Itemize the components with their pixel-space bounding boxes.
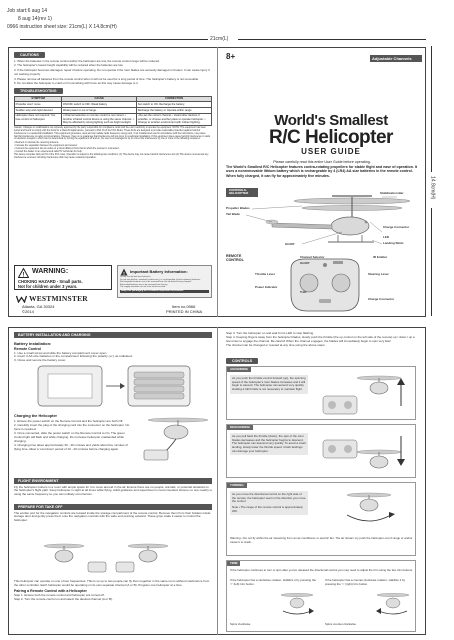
pairing-heli-b [139, 550, 157, 562]
charging-step: 2. Carefully insert the plug of the charging cord into the connector on the helicopter. No force is required. [14, 423, 130, 431]
caution-item: 2. The helicopter's lowest height capability will be reduced when the batteries are low. [14, 63, 124, 68]
table-row [15, 113, 212, 125]
svg-text:!: ! [22, 272, 25, 278]
prepare-section [14, 504, 212, 523]
product-title-block [256, 113, 406, 157]
battery-info-line: The supply terminals are not to be short-circuited. [120, 286, 166, 289]
battery-cover-illustration [48, 374, 92, 398]
pairing-step: Step 2. Turn the remote control on and select the desired channel (A or B). [14, 597, 113, 602]
label-onoff: On/Off [285, 242, 295, 246]
ascending-illustration [317, 372, 413, 418]
turning-warning: Warning • Do not fly within the air streaming from an air conditioner or electric fan. The air stream my push the helicopter out of range or and/or cause it to crash. [230, 536, 413, 544]
caution-item: 3. If the helicopter becomes damaged, repair it before operating. Do not operate if the rotor blades are seriously damaged or broken. It can cause injury if not working properly. [14, 68, 210, 76]
label-steering-lever: Steering Lever [368, 272, 389, 276]
table-cell: Weak power or out of range. [62, 107, 137, 113]
battery-compartment-diagram [34, 362, 194, 410]
prepare-text-1: The emitter port for the navigation controls are located inside the storage compartment of the remote control. Remove them from their holders inside storage door and gently press them onto the navigation controls with the wide end pointing outward. These grips make it easier to control the helicopter. [14, 510, 211, 523]
printed-in-china: PRINTED IN CHINA [166, 309, 203, 314]
brand-logo [16, 294, 88, 303]
pairing-step-4: Step 4. Keeping fingers away from the helicopter blades, slowly push the throttle (the up control on the left side of the remote) up / down / up a few times to engage the channel. Be careful! When the channel engages, the blades will immediately begin to spin very fast! [226, 335, 415, 343]
descending-illustration [317, 430, 413, 476]
charging-diagram [138, 414, 212, 462]
charging-steps [14, 420, 134, 452]
age-badge: 8+ [226, 52, 236, 61]
pairing-steps [14, 594, 212, 602]
channel-reset-note: The channel can be changed or reseted at any time using the above steps. [226, 343, 326, 348]
descending-text: As you pull back the throttle (down), the spin of the rotor blades decreases and the helicopter begins to descend. The helicopter can descend very quickly. To avoid a crash landing, slowly lower the throttle speed. Crash landings can damage your helicopter. [230, 433, 308, 455]
front-left-panel [14, 52, 212, 161]
trim-text: If the helicopter continues to turn or spin after you've released the directional control you may need to adjust the trim using the two trim buttons. [230, 568, 413, 572]
revision-line: 8 aug 14(rev 1) [18, 16, 52, 22]
remote-control-diagram [285, 255, 365, 315]
label-tail-blade: Tail Blade [226, 212, 240, 216]
charging-heading: Charging the Helicopter [14, 414, 58, 418]
warning-title: WARNING: [32, 268, 69, 276]
turning-heli [360, 499, 378, 511]
controls-heading: CONTROLS [226, 358, 258, 364]
table-cell: • Channel selection on remote control is not correct. • Another infrared control device is using the same channel. • May be affected by strong lighting such as bright sunlight. [62, 113, 137, 125]
choking-warning-box [14, 265, 112, 290]
table-cell: Set switch to ON. Recharge the battery. [137, 102, 212, 108]
height-dimension-label: 14.8cm(H) [429, 176, 436, 200]
steering-stick [332, 274, 350, 292]
trim-buttons [319, 299, 331, 303]
pairing-remote-b [116, 562, 134, 572]
intro-paragraph: The World's Smallest R/C Helicopter features contra-rotating propellers for stable flight and ease of operation. It uses a nonremovable lithium battery which is rechargeable by 4 (LR4) AA size batteries in the remote control. When fully charged, it can fly for approximately five minutes. [226, 165, 418, 178]
rc-step: 3. Close and secure the battery cover. [14, 358, 67, 363]
back-right-panel [226, 332, 420, 349]
label-charge-connector-remote: Charge Connector [368, 297, 395, 301]
prepare-heading: PREPARE FOR TAKE OFF [14, 504, 212, 510]
user-guide-label: USER GUIDE [301, 146, 361, 156]
warning-line-1: CHOKING HAZARD - Small parts. [18, 278, 83, 284]
power-indicator-led [323, 263, 327, 267]
turning-note: Note • The range of the remote control is approximately 20ft. [232, 504, 303, 513]
label-led: LED [383, 235, 389, 239]
title-line-1: World's Smallest [274, 112, 388, 129]
charging-step: 4. Charging time takes approximately 30 - 40 minutes and yields about five minutes of flying time. Allow a 'cool down' period of 10 - 20 minutes before charging again. [14, 443, 128, 451]
charging-step: 1. Ensure the power switch on the Remote Control and the helicopter are both Off. [14, 418, 124, 423]
battery-info-line: Do not mix alkaline, standard (carbon-zinc), or rechargeable (nickel-cadmium) batteries. [120, 278, 201, 281]
trim-heading: TRIM [227, 561, 240, 566]
fcc-measure: • Increase the separation between the equipment and receiver. [14, 145, 78, 148]
trim-left-instruction: If the helicopter has a clockwise rotation, stabilize it by pressing the '<' (left) trim button. [230, 578, 316, 586]
trim-left-illustration [277, 591, 317, 617]
column-header: CORRECTION [137, 96, 212, 102]
front-fold-line [217, 47, 218, 317]
charging-section [14, 414, 134, 453]
fcc-measure: • Connect the equipment into an outlet on a circuit different from that to which the receiver is connected. [14, 147, 120, 150]
copyright: ©2014 [22, 309, 34, 314]
adjustable-channels-banner: Adjustable Channels [370, 55, 422, 62]
table-cell: Recharge the battery or Operate within range. [137, 107, 212, 113]
battery-warning-icon [120, 268, 128, 276]
height-dimension-line-top [431, 46, 432, 172]
table-cell: • Re-set the correct channel. • Avoid other devices if possible, or choose another place to operate helicopter. • Change to another environment with indirect lighting. [137, 113, 212, 125]
brand-address: Atlanta, GA 30324 [22, 304, 55, 309]
column-header: CAUSE [62, 96, 137, 102]
label-throttle-lever: Throttle Lever [255, 272, 276, 276]
prepare-text-2: This helicopter can operate on one of two frequencies. This is so up to two people can fly them together in the same room without interference from the other controller. Each helicopter would be operating on its own separate channel (A or B). Program one helicopter at a time. [14, 579, 210, 587]
ascending-text: As you push the throttle control forward (up), the spinning speed of the helicopter's rotor blades increases and it will begin to ascend. The helicopter can ascend very quickly. Holding a full throttle is not necessary to maintain flight. [230, 375, 308, 394]
fcc-caution-block [14, 127, 212, 160]
turning-heading: TURNING [227, 483, 247, 488]
table-cell: ON/OFF switch is OFF. Weak battery [62, 102, 137, 108]
title-line-2: R/C Helicopter [269, 127, 393, 148]
pairing-continued [226, 332, 420, 348]
item-number: Item no.0966 [172, 304, 196, 309]
brand-name: WESTMINSTER [29, 294, 88, 303]
column-header: SYMPTOM [15, 96, 62, 102]
label-propeller-blades: Propeller Blades [226, 206, 250, 210]
battery-info-title: Important Battery Information: [130, 269, 188, 274]
ascending-heading: ASCENDING [227, 367, 251, 372]
descending-heading: DESCENDING [227, 425, 253, 430]
label-ir-emitter: IR Emitter [373, 255, 388, 259]
fcc-caution-paragraph: Caution: Changes or modifications not expressly approved by the party responsible for compliance could void the user's authority to operate the equipment. NOTE: This equipment has been tested and found to comply with the limits for a Class B digital device, pursuant to Part 15 of the FCC Rules. These limits are designed to provide reasonable protection against harmful interference in a residential installation. This equipment generates, uses and can radiate radio frequency energy and, if not installed and used in accordance with the instructions, may cause harmful interference to radio communications. However, there is no guarantee that interference will not occur in a particular installation. If this equipment does cause harmful interference to radio or television reception, which can be determined by turning the equipment off and on, the user is encouraged to try to correct the interference by one or more of the following measures: [14, 127, 211, 141]
battery-info-footer: Keep this packaging as it contains important information. [120, 290, 209, 294]
flight-environment-text: Fly the helicopter indoors in a room with ample space for it to move around in the air. Ensure there are no people, animals, or potential obstacles to the helicopter's flight path. Keep helicopter in sight at all times while flying. Adult guidance and supervision is recommended. Ensure no one nearby is using the same frequency so you can unlikely occurrences. [14, 484, 212, 497]
westminster-logo-icon [16, 295, 27, 303]
instruction-size-line: 0966 instruction sheet size: 21cm(L) X 14.8cm(H) [7, 24, 117, 30]
battery-info-title-row [120, 268, 209, 276]
flight-environment-section [14, 478, 212, 497]
turning-block [226, 482, 416, 556]
remote-control-heading: REMOTE CONTROL [226, 254, 244, 262]
caution-item: 1. When the batteries in the remote control and/or the helicopter are low, the remote control range will be reduced. [14, 58, 160, 63]
cautions-heading: CAUTIONS [14, 52, 45, 58]
label-trim: Trim [300, 290, 307, 294]
remote-control-subheading: Remote Control [14, 347, 41, 352]
clockwise-arrow-icon [283, 611, 311, 614]
pairing-heading: Pairing a Remote Control with a Helicopter [14, 589, 87, 593]
caution-item: 5. Do not allow the helicopter to crash or hit something with force as this may cause damage to it. [14, 81, 139, 86]
intro-read-line: Please carefully read this entire User Guide before operating. [273, 160, 371, 164]
cautions-list [14, 60, 212, 87]
label-charge-connector: Charge Connector [383, 225, 410, 229]
table-cell: Propeller won't move [15, 102, 62, 108]
troubleshooting-heading: TROUBLESHOOTING [14, 88, 63, 94]
pairing-remote-a [88, 562, 106, 572]
back-left-panel [14, 332, 212, 364]
trim-right-instruction: If the helicopter has a counter-clockwise rotation, stabilize it by pressing the '>' (right) trim button. [325, 578, 406, 586]
rc-step: 2. Insert 4 AA size batteries in the compartment following the polarity (+/-) as indicated. [14, 354, 133, 359]
ascending-heli [370, 382, 388, 394]
pairing-step: Step 1. Ensure both the remote control and helicopter are turned off. [14, 593, 105, 598]
back-fold-line [217, 327, 218, 635]
descending-heli [370, 456, 388, 468]
ascending-block [226, 366, 416, 420]
label-channel-selector: Channel Selector [300, 255, 325, 259]
flight-environment-heading: FLIGHT ENVIRONMENT [14, 478, 212, 484]
charging-step: 3. Once connected, slide the power switch on the Remote Control to On. The green Control light will flash and while charging. Do not leave helicopter unattended while charging. [14, 431, 125, 443]
fcc-measure: • Reorient or relocate the receiving antenna. [14, 142, 59, 145]
table-cell: Sudden stop and rapid descent [15, 107, 62, 113]
charging-heli-body [164, 425, 188, 439]
arrow-head-icon [120, 383, 125, 389]
battery-install-subheading: Battery Installation: [14, 341, 52, 347]
counterclockwise-arrow-icon [379, 611, 407, 614]
warning-line-2: Not for children under 3 years. [18, 283, 78, 289]
table-cell: Helicopter does not respond. You lose control of helicopter [15, 113, 62, 125]
fcc-compliance-paragraph: This device complies with part 15 of the FCC rules. Operation is subject to the following two conditions: (1) This device may not cause harmful interference and (2) This device must accept any interference received, including interference that may cause undesired operation. [14, 154, 209, 160]
turning-illustration [319, 489, 413, 529]
label-power-indicator: Power Indicator [255, 285, 278, 289]
label-on-off: On/Off [300, 261, 310, 265]
turn-arrow-icon [347, 515, 391, 521]
channel-switch [333, 261, 343, 264]
height-dimension-line-bottom [431, 208, 432, 316]
battery-info-line: Do not mix old and new batteries. [120, 276, 151, 278]
battery-info-line: Exhausted batteries are to be removed from the toy. [120, 283, 168, 286]
label-landing-skids: Landing Skids [383, 241, 404, 245]
width-dimension-line-left [20, 39, 208, 40]
width-dimension-line-right [238, 39, 426, 40]
svg-text:!: ! [123, 270, 125, 276]
warning-title-row [18, 268, 108, 278]
trim-left-spin-label: Spins clockwise [230, 622, 251, 626]
pairing-step-3: Step 3. Turn the helicopter on and wait for its LED to stop flashing. [226, 331, 315, 335]
caution-item: 4. Please remove all batteries from the remote control when it will not be used for a long period of time. The helicopter's battery is not removable. [14, 76, 199, 81]
descending-block [226, 424, 416, 478]
battery-installation-heading: BATTERY INSTALLATION AND CHARGING [14, 332, 212, 338]
fcc-measure: • Consult the dealer or an experienced radio/TV technician for help. [14, 150, 83, 153]
trim-right-spin-label: Spins counter-clockwise [325, 622, 357, 626]
warning-triangle-icon [18, 268, 29, 278]
turning-text-box [230, 491, 308, 515]
pairing-section [14, 580, 212, 603]
width-dimension-label: 21cm(L) [210, 36, 229, 42]
trim-right-illustration [373, 591, 413, 617]
pairing-heli-a [55, 550, 73, 562]
trim-block [226, 560, 416, 632]
job-start-line: Job start:6 aug 14 [7, 8, 48, 14]
charging-remote [144, 450, 168, 460]
label-stabilization-bar: Stabilization Bar [380, 191, 404, 195]
turning-text: As you move the directional control on the right side of the remote, the helicopter veers in the direction you move the control. [232, 492, 306, 504]
troubleshooting-table [14, 96, 212, 126]
rc-step: 1. Use a small screw and slide the battery compartment cover open. [14, 350, 108, 355]
pairing-diagram [40, 540, 180, 578]
battery-info-line: Rechargeable batteries are to be removed from the toy before being charged. [120, 281, 192, 284]
battery-info-box [117, 265, 212, 298]
controls-helicopter-heading: CONTROLS-HELICOPTER [226, 188, 258, 197]
